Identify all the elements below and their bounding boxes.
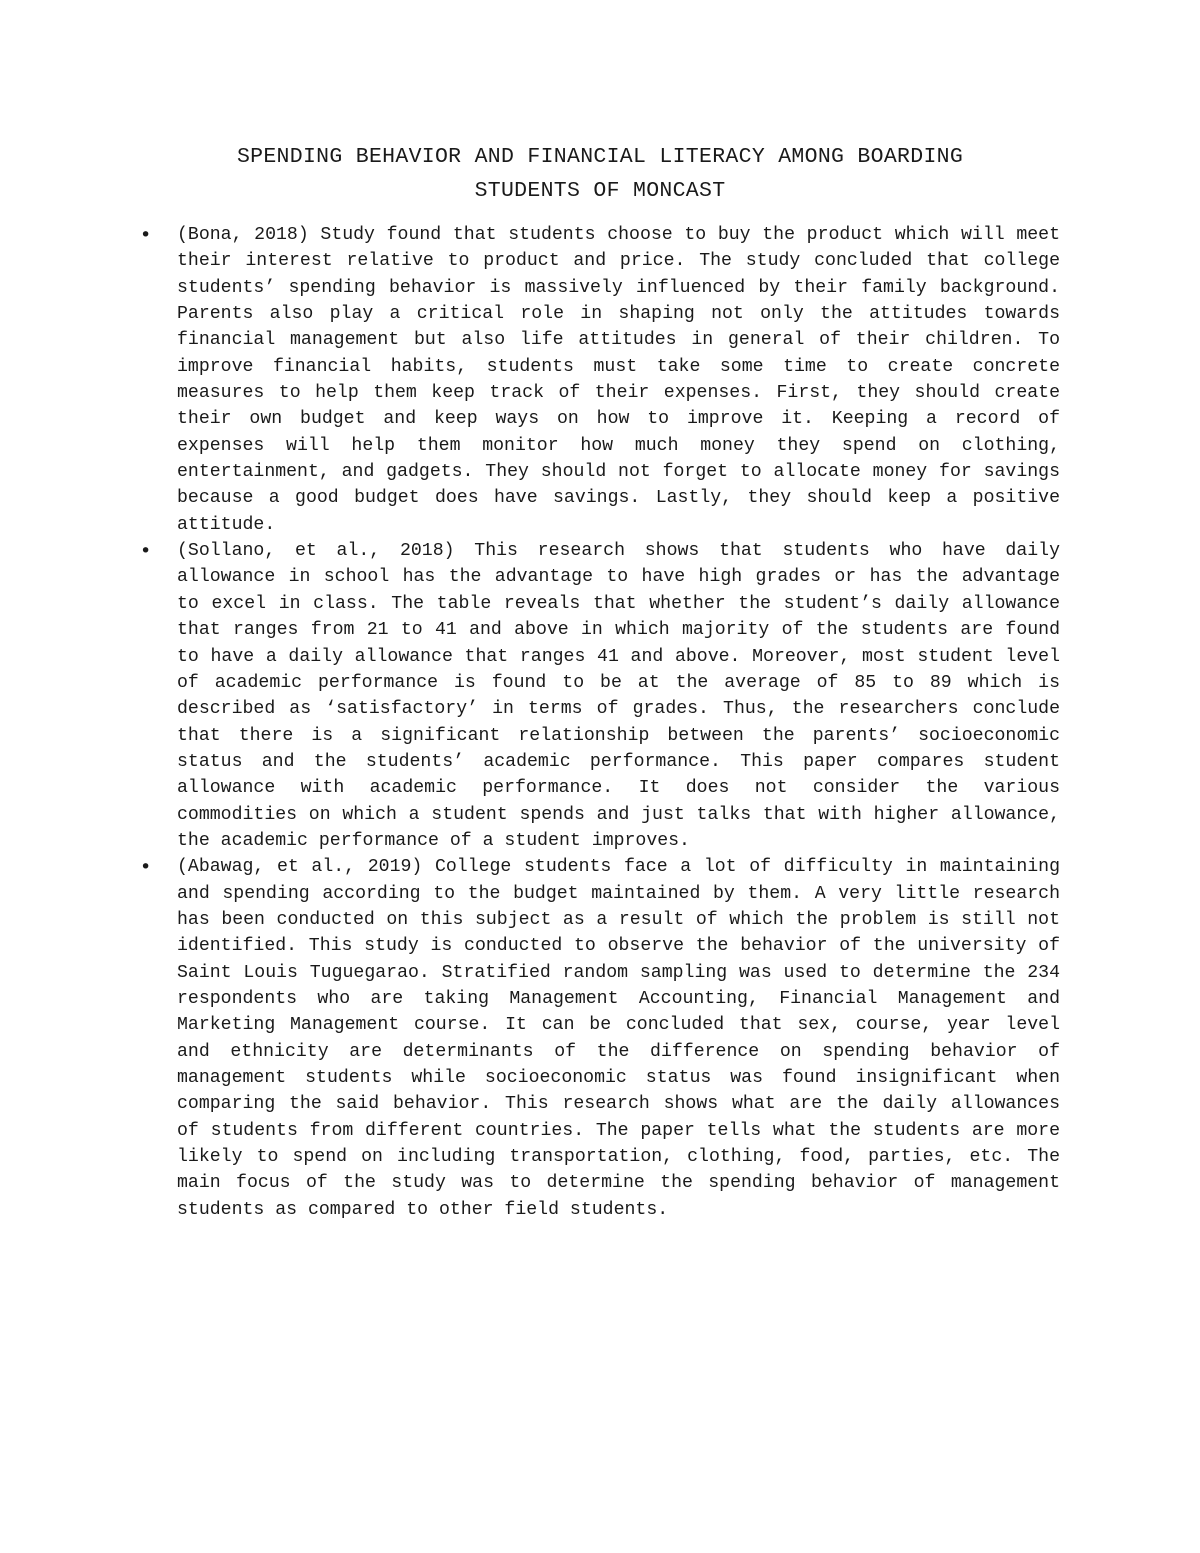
reference-list bbox=[140, 222, 1060, 1223]
reference-text: (Bona, 2018) Study found that students choose to buy the product which will meet their interest relative to product and price. The study concluded that college students’ spending behavior is massively influenced by their family background. Parents also play a critical role in shaping not only the attitudes towards financial management but also life attitudes in general of their children. To improve financial habits, students must take some time to create concrete measures to help them keep track of their expenses. First, they should create their own budget and keep ways on how to improve it. Keeping a record of expenses will help them monitor how much money they spend on clothing, entertainment, and gadgets. They should not forget to allocate money for savings because a good budget does have savings. Lastly, they should keep a positive attitude. bbox=[177, 225, 1060, 535]
bullet-icon: • bbox=[140, 540, 152, 563]
reference-text: (Sollano, et al., 2018) This research shows that students who have daily allowance in school has the advantage to have high grades or has the advantage to excel in class. The table reveals that whether the student’s daily allowance that ranges from 21 to 41 and above in which majority of the students are found to have a daily allowance that ranges 41 and above. Moreover, most student level of academic performance is found to be at the average of 85 to 89 which is described as ‘satisfactory’ in terms of grades. Thus, the researchers conclude that there is a significant relationship between the parents’ socioeconomic status and the students’ academic performance. This paper compares student allowance with academic performance. It does not consider the various commodities on which a student spends and just talks that with higher allowance, the academic performance of a student improves. bbox=[177, 541, 1060, 851]
reference-text: (Abawag, et al., 2019) College students face a lot of difficulty in maintaining and spending according to the budget maintained by them. A very little research has been conducted on this subject as a result of which the problem is still not identified. This study is conducted to observe the behavior of the university of Saint Louis Tuguegarao. Stratified random sampling was used to determine the 234 respondents who are taking Management Accounting, Financial Management and Marketing Management course. It can be concluded that sex, course, year level and ethnicity are determinants of the difference on spending behavior of management students while socioeconomic status was found insignificant when comparing the said behavior. This research shows what are the daily allowances of students from different countries. The paper tells what the students are more likely to spend on including transportation, clothing, food, parties, etc. The main focus of the study was to determine the spending behavior of management students as compared to other field students. bbox=[177, 857, 1060, 1220]
bullet-icon: • bbox=[140, 224, 152, 246]
title-line-2: STUDENTS OF MONCAST bbox=[474, 179, 726, 203]
title-line-1: SPENDING BEHAVIOR AND FINANCIAL LITERACY AMONG BOARDING bbox=[236, 145, 964, 169]
page-title bbox=[130, 140, 1070, 208]
reference-item-abawag-2019 bbox=[140, 854, 1060, 1223]
reference-item-sollano-2018 bbox=[140, 538, 1060, 854]
bullet-icon: • bbox=[140, 856, 152, 879]
reference-item-bona-2018 bbox=[140, 222, 1060, 538]
